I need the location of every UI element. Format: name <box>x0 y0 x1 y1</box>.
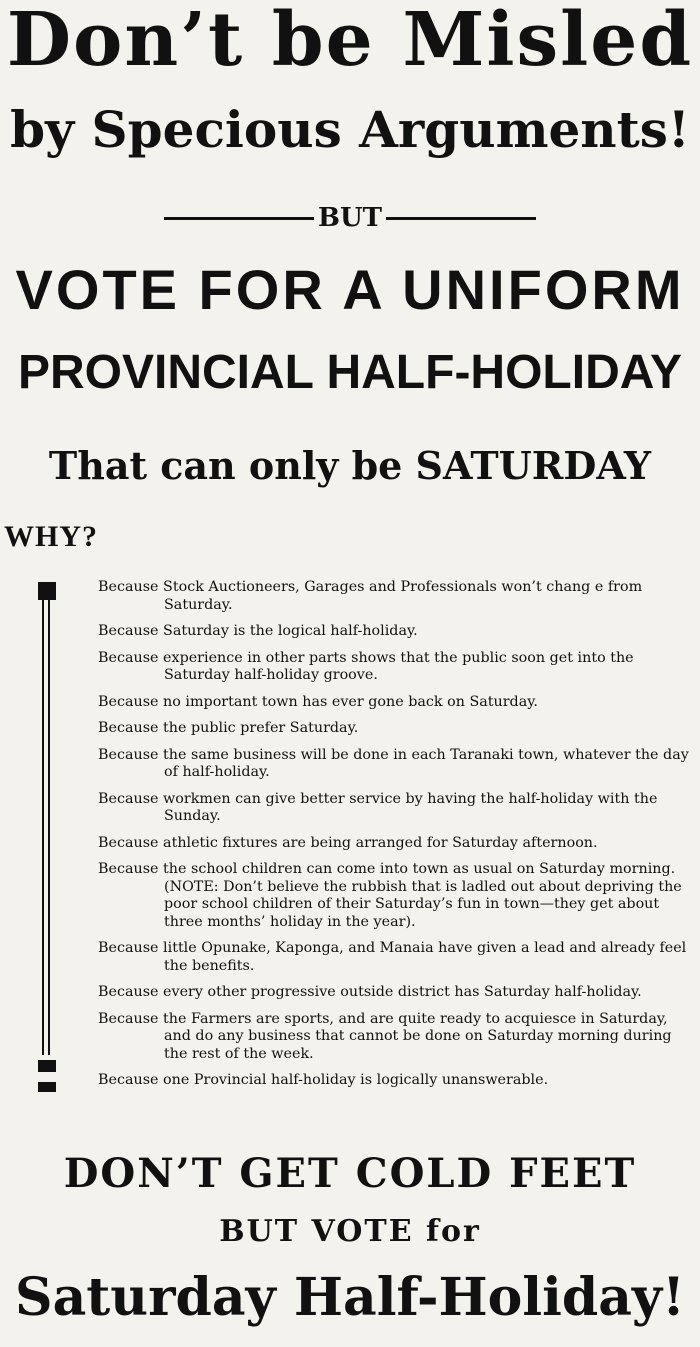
list-item: Because workmen can give better service by having the half-holiday with the Sunday. <box>98 790 658 824</box>
headline-provincial-half-holiday: PROVINCIAL HALF-HOLIDAY <box>17 346 683 399</box>
list-item: Because one Provincial half-holiday is logically unanswerable. <box>98 1072 549 1088</box>
list-item: Because Saturday is the logical half-holiday. <box>98 623 418 639</box>
list-item: Because little Opunake, Kaponga, and Manaia have given a lead and already feel the benefits. <box>98 940 687 974</box>
list-item: Because every other progressive outside district has Saturday half-holiday. <box>98 984 642 1000</box>
headline-specious-arguments: by Specious Arguments! <box>10 100 690 159</box>
headline-vote-uniform: VOTE FOR A UNIFORM <box>15 258 685 321</box>
but-label: BUT <box>318 203 382 233</box>
list-item: Because Stock Auctioneers, Garages and Professionals won’t chang e from Saturday. <box>98 579 643 613</box>
list-item: Because no important town has ever gone back on Saturday. <box>98 693 538 710</box>
footer-but-vote: BUT VOTE for <box>219 1214 481 1249</box>
list-item: Because experience in other parts shows that the public soon get into the Saturday half-holiday groove. <box>98 649 634 683</box>
right-rule <box>386 217 536 220</box>
list-item: Because the public prefer Saturday. <box>98 720 359 736</box>
bar-bottom-dash <box>38 1082 56 1092</box>
list-item: Because the school children can come into town as usual on Saturday morning. (NOTE: Don’t believe the rubbish that is ladled out about depriving the poor school children of their Saturday’s fun in town—they get about three months’ holiday in the year). <box>98 861 682 930</box>
decorative-bracket-bar <box>36 582 60 1094</box>
reasons-list <box>98 579 698 1099</box>
headline-dont-be-misled: Don’t be Misled <box>6 0 694 83</box>
bar-top-square <box>38 582 56 600</box>
why-heading: WHY? <box>4 520 98 553</box>
list-item: Because the same business will be done in each Taranaki town, whatever the day of half-holiday. <box>98 746 689 780</box>
left-rule <box>164 217 314 220</box>
footer-cold-feet: DON’T GET COLD FEET <box>63 1150 637 1197</box>
bar-stem <box>42 600 50 1055</box>
list-item: Because athletic fixtures are being arranged for Saturday afternoon. <box>98 834 598 851</box>
headline-only-saturday: That can only be SATURDAY <box>48 443 652 488</box>
list-item: Because the Farmers are sports, and are quite ready to acquiesce in Saturday, and do any business that cannot be done on Saturday morning during the rest of the week. <box>98 1010 672 1062</box>
footer-saturday-half-holiday: Saturday Half-Holiday! <box>15 1267 685 1328</box>
but-divider <box>0 200 700 236</box>
bar-bottom-square <box>38 1060 56 1072</box>
